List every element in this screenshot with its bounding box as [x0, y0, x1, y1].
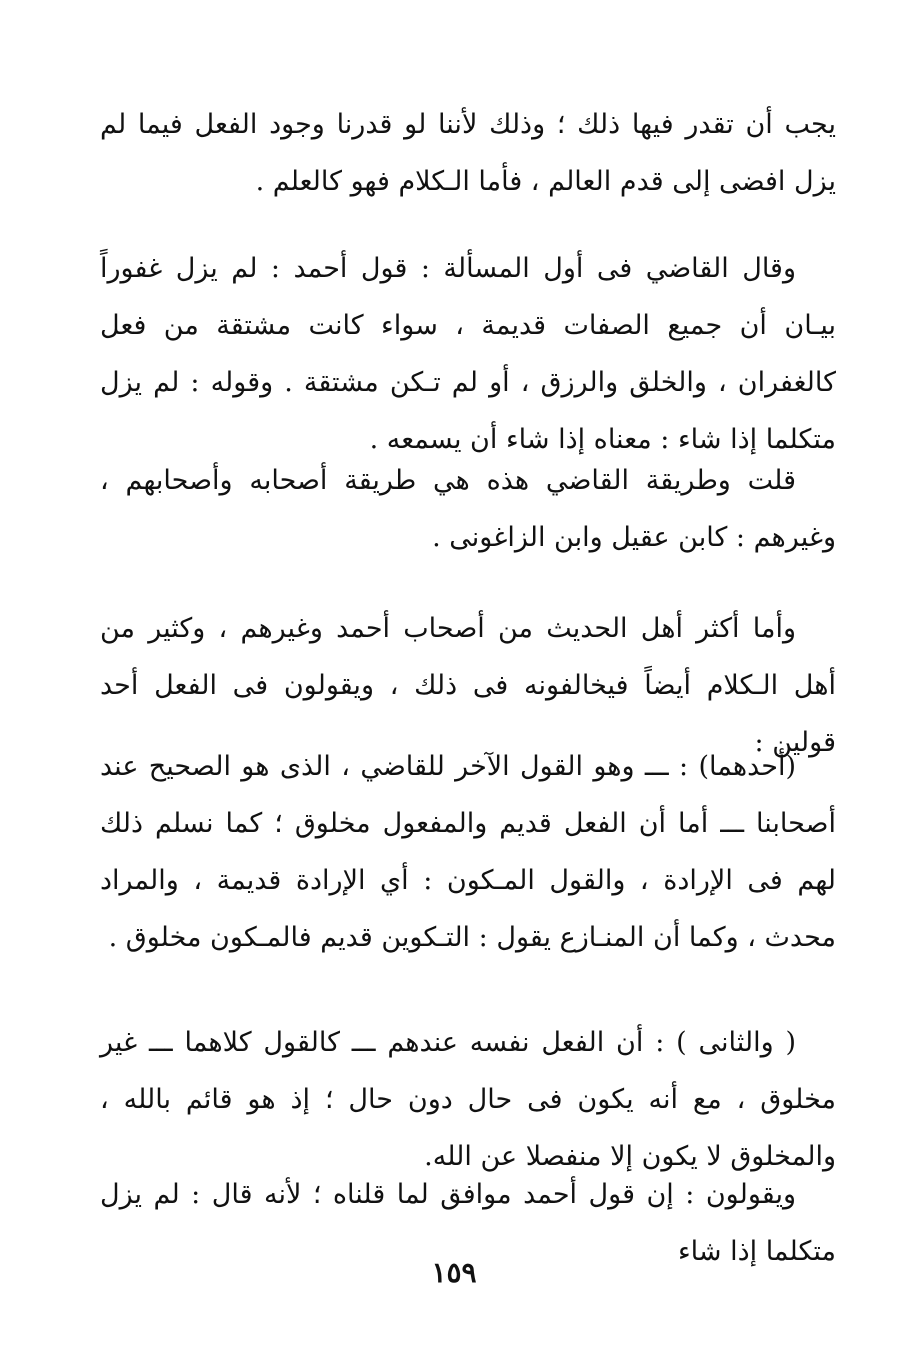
paragraph-5: (أحدهما) : ـــ وهو القول الآخر للقاضي ، الذى هو الصحيح عند أصحابنا ـــ أما أن الفعل قديم والمفعول مخلوق ؛ كما نسلم ذلك لهم فى الإرادة ، والقول المـكون : أي الإرادة قديمة ، والمراد محدث ، وكما أن المنـازع يقول : التـكوين قديم فالمـكون مخلوق .: [100, 751, 836, 953]
paragraph-2: وقال القاضي فى أول المسألة : قول أحمد : لم يزل غفوراً بيـان أن جميع الصفات قديمة ، سواء كانت مشتقة من فعل كالغفران ، والخلق والرزق ، أو لم تـكن مشتقة . وقوله : لم يزل متكلما إذا شاء : معناه إذا شاء أن يسمعه .: [100, 253, 836, 455]
paragraph-4: وأما أكثر أهل الحديث من أصحاب أحمد وغيرهم ، وكثير من أهل الـكلام أيضاً فيخالفونه فى ذلك ، ويقولون فى الفعل أحد قولين :: [100, 613, 836, 758]
paragraph-7: ويقولون : إن قول أحمد موافق لما قلناه ؛ لأنه قال : لم يزل متكلما إذا شاء: [100, 1179, 836, 1267]
paragraph-6: ( والثانى ) : أن الفعل نفسه عندهم ـــ كالقول كلاهما ـــ غير مخلوق ، مع أنه يكون فى حال دون حال ؛ إذ هو قائم بالله ، والمخلوق لا يكون إلا منفصلا عن الله.: [100, 1027, 836, 1172]
paragraph-1: يجب أن تقدر فيها ذلك ؛ وذلك لأننا لو قدرنا وجود الفعل فيما لم يزل افضى إلى قدم العالم ، فأما الـكلام فهو كالعلم .: [100, 109, 836, 197]
paragraph-3: قلت وطريقة القاضي هذه هي طريقة أصحابه وأصحابهم ، وغيرهم : كابن عقيل وابن الزاغونى .: [100, 465, 836, 553]
page-number: ١٥٩: [431, 1256, 477, 1289]
